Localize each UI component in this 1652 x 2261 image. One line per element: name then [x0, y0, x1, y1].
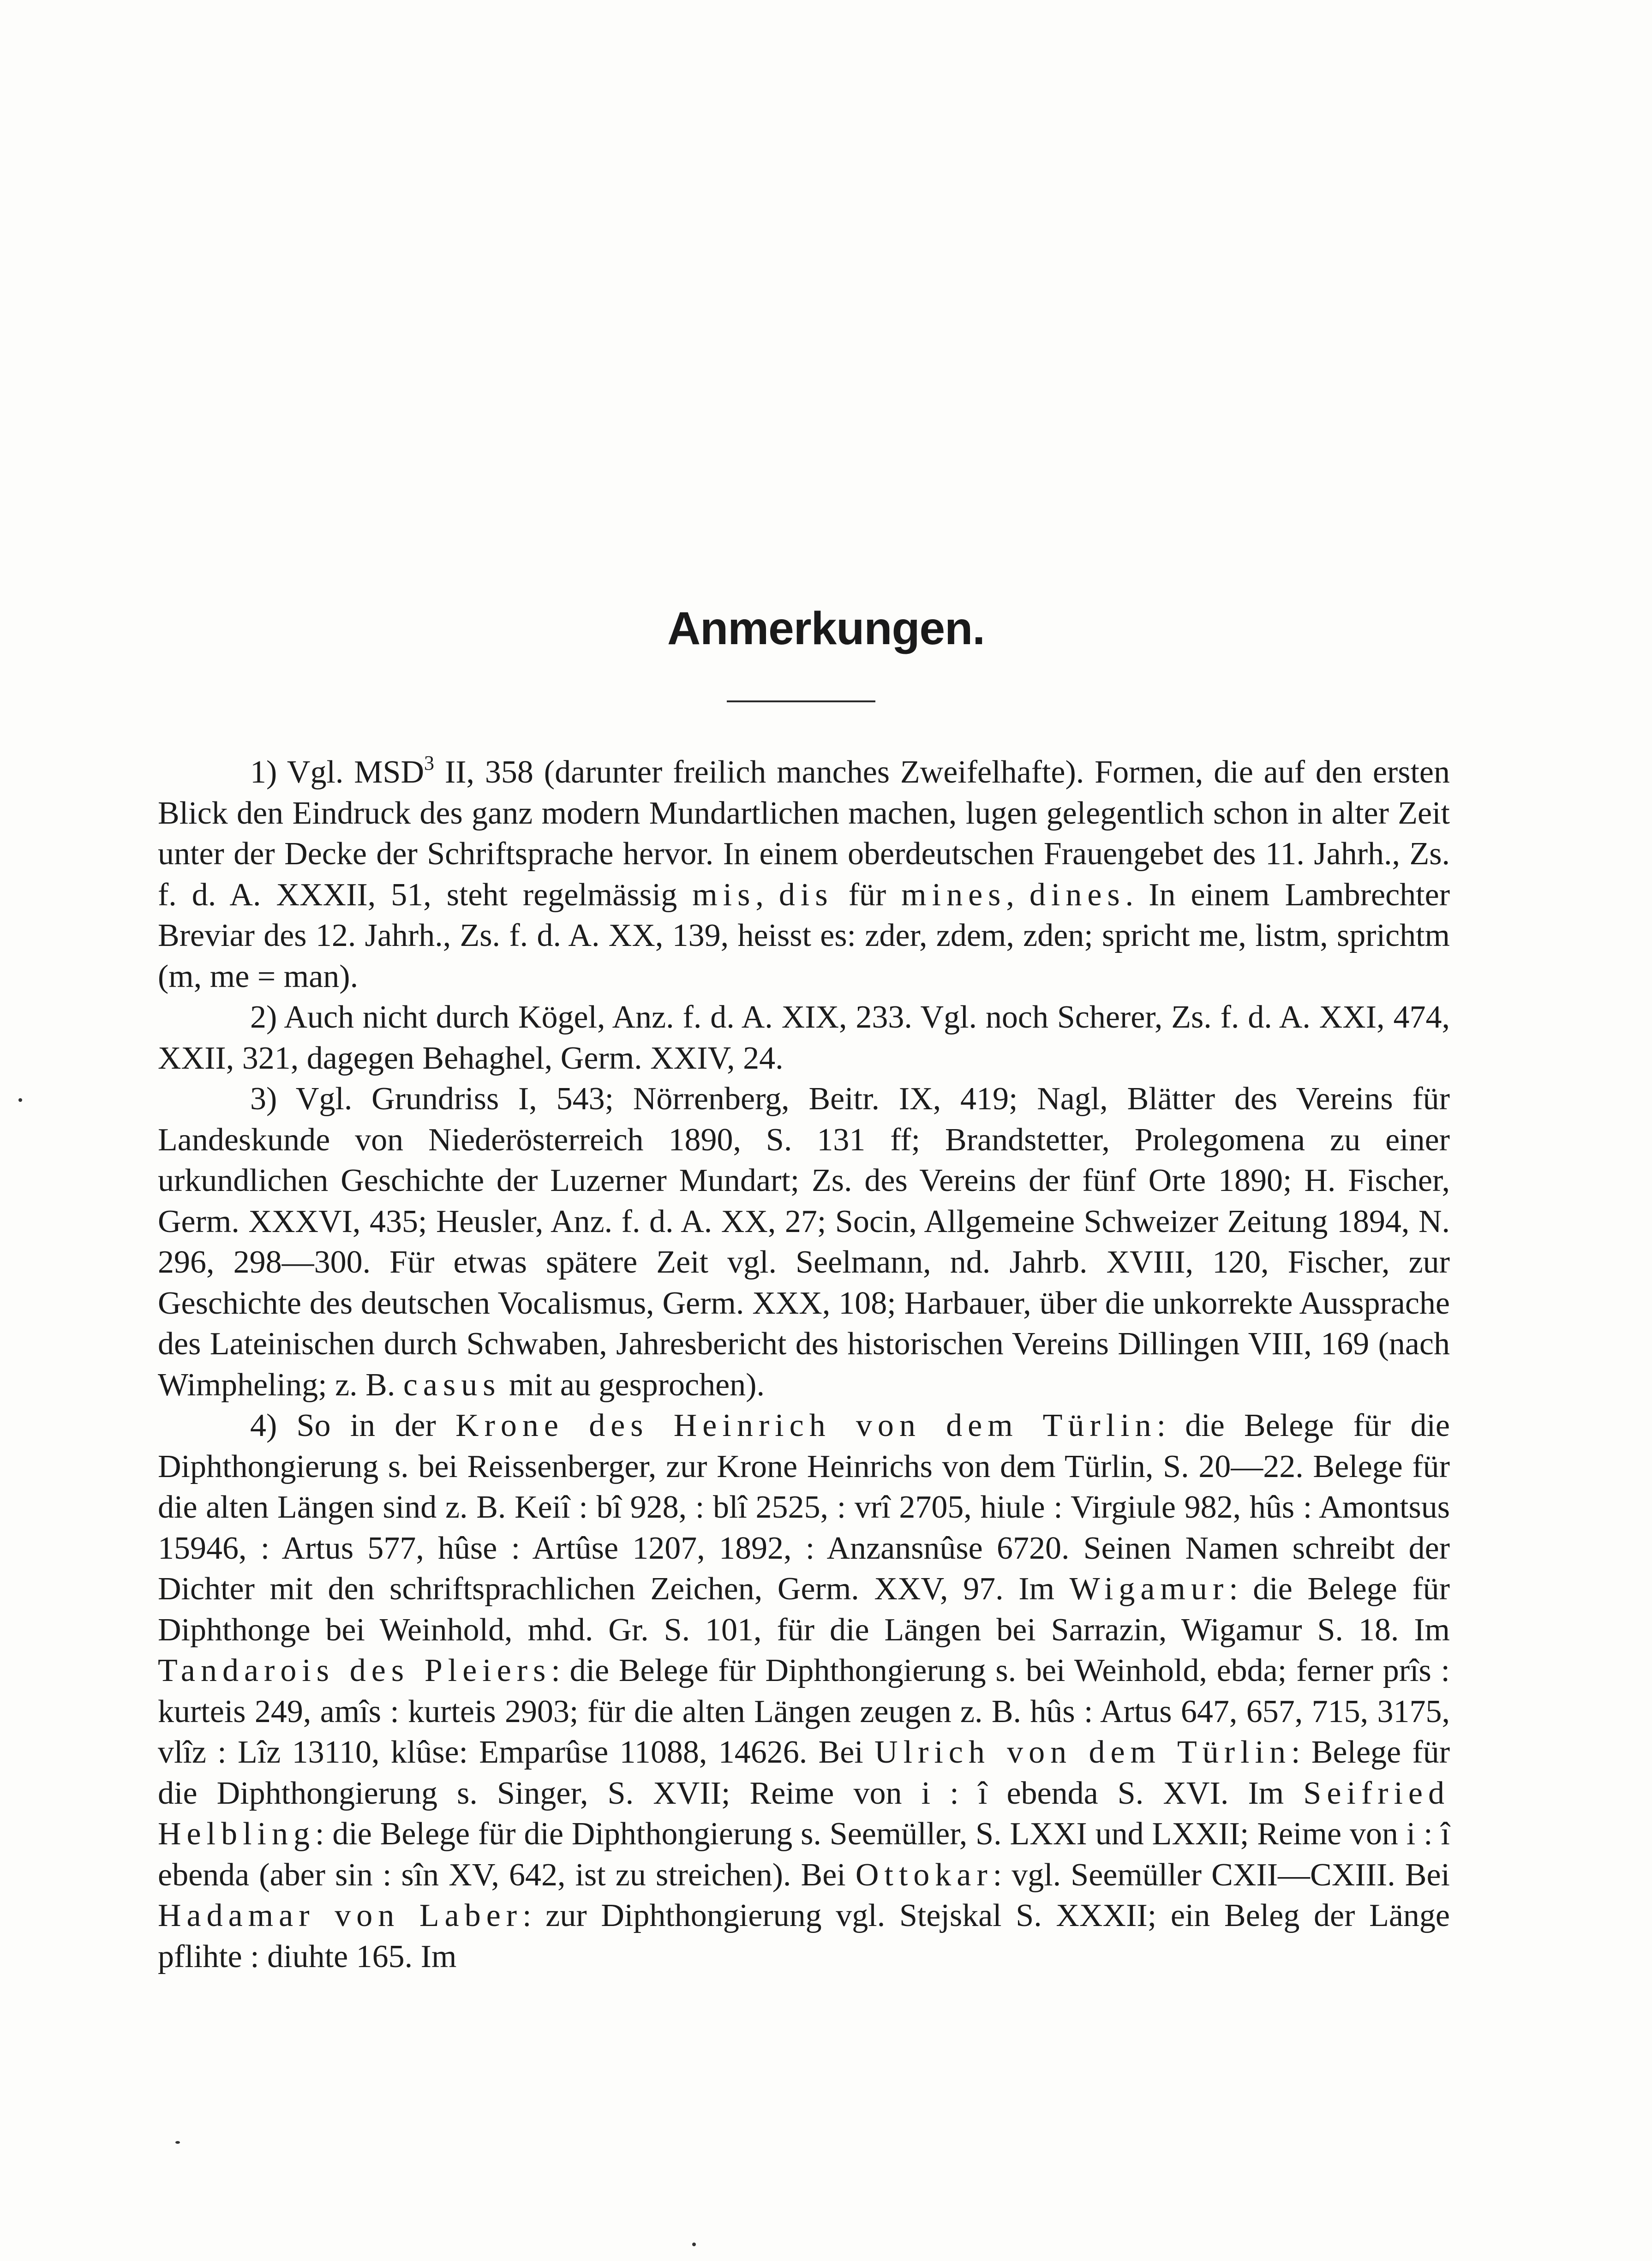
footnote-text: Auch nicht durch Kögel, Anz. f. d. A. XIX, 233. Vgl. noch Scherer, Zs. f. d. A. XXI, 474, XXII, 321, dagegen Behaghel, Germ. XXIV, 24. — [158, 999, 1450, 1076]
footnote-list — [158, 752, 1450, 1977]
spaced-emphasis: Tandarois des Pleiers — [158, 1653, 551, 1688]
footnote — [158, 752, 1450, 997]
footnote-text: mit au gesprochen). — [501, 1367, 765, 1403]
footnote-text: : Belege für die Diphthongierung s. Singer, S. XVII; Reime von i : î ebenda S. XVI. Im — [158, 1735, 1450, 1811]
spaced-emphasis: Ulrich von dem Türlin — [874, 1735, 1291, 1770]
spaced-emphasis: Ottokar — [855, 1857, 993, 1893]
footnote-text: So in der — [277, 1408, 456, 1443]
spaced-emphasis: dis — [778, 877, 833, 913]
footnote-text: : vgl. Seemüller CXII—CXIII. Bei — [993, 1857, 1450, 1893]
footnote-text: . In einem Lambrechter Breviar des 12. Jahrh., Zs. f. d. A. XX, 139, heisst es: zder, zdem, zden; spricht me, listm, sprichtm (m, me = man). — [158, 877, 1450, 994]
footnote-marker: 3) — [250, 1081, 277, 1117]
footnote — [158, 997, 1450, 1079]
footnote-marker: 2) — [250, 999, 277, 1035]
footnote-marker: 4) — [250, 1408, 277, 1443]
spaced-emphasis: Seifried Helbling — [158, 1775, 1450, 1852]
page-title: Anmerkungen. — [667, 603, 985, 654]
spaced-emphasis: mines — [901, 877, 1006, 913]
footnote-text: : die Belege für die Diphthongierung s. bei Reissenberger, zur Krone Heinrichs von dem Türlin, S. 20—22. Belege für die alten Längen sind z. B. Keiî : bî 928, : blî 2525, : vrî 2705, hiule : Virgiule 982, hûs : Amontsus 15946, : Artus 577, hûse : Artûse 1207, 1892, : Anzansnûse 6720. Seinen Namen schreibt der Dichter mit den schriftsprachlichen Zeichen, Germ. XXV, 97. Im — [158, 1408, 1450, 1607]
spaced-emphasis: mis — [692, 877, 756, 913]
footnote-text: , — [1006, 877, 1030, 913]
footnote-text: für — [833, 877, 902, 913]
footnote — [158, 1079, 1450, 1406]
spaced-emphasis: dines — [1029, 877, 1125, 913]
footnote-marker: 1) — [250, 754, 277, 790]
superscript-edition: 3 — [424, 752, 435, 774]
footnote — [158, 1406, 1450, 1977]
footnote-text: : die Belege für die Diphthongierung s. Seemüller, S. LXXI und LXXII; Reime von i : î ebenda (aber sin : sîn XV, 642, ist zu streichen). Bei — [158, 1816, 1450, 1893]
footnote-text: II, 358 (darunter freilich manches Zweifelhafte). Formen, die auf den ersten Blick den Eindruck des ganz modern Mundartlichen machen, lugen gelegentlich schon in alter Zeit unter der Decke der Schriftsprache hervor. In einem oberdeutschen Frauengebet des 11. Jahrh., Zs. f. d. A. XXXII, 51, steht regelmässig — [158, 754, 1450, 913]
scan-speck — [18, 1098, 22, 1102]
scan-speck — [175, 2141, 180, 2144]
footnote-text: , — [755, 877, 779, 913]
footnote-text: Vgl. Grundriss I, 543; Nörrenberg, Beitr. IX, 419; Nagl, Blätter des Vereins für Landeskunde von Niederösterreich 1890, S. 131 ff; Brandstetter, Prolegomena zu einer urkundlichen Geschichte der Luzerner Mundart; Zs. des Vereins der fünf Orte 1890; H. Fischer, Germ. XXXVI, 435; Heusler, Anz. f. d. A. XX, 27; Socin, Allgemeine Schweizer Zeitung 1894, N. 296, 298—300. Für etwas spätere Zeit vgl. Seelmann, nd. Jahrb. XVIII, 120, Fischer, zur Geschichte des deutschen Vocalismus, Germ. XXX, 108; Harbauer, über die unkorrekte Aussprache des Lateinischen durch Schwaben, Jahresbericht des historischen Vereins Dillingen VIII, 169 (nach Wimpheling; z. B. — [158, 1081, 1450, 1403]
title-divider — [727, 700, 875, 702]
spaced-emphasis: Hadamar von Laber — [158, 1898, 523, 1933]
footnote-text: : die Belege für Diphthongierung s. bei Weinhold, ebda; ferner prîs : kurteis 249, amîs : kurteis 2903; für die alten Längen zeugen z. B. hûs : Artus 647, 657, 715, 3175, vlîz : Lîz 13110, klûse: Emparûse 11088, 14626. Bei — [158, 1653, 1450, 1770]
spaced-emphasis: casus — [403, 1367, 501, 1403]
footnote-text: Vgl. MSD — [277, 754, 425, 790]
footnote-text: : zur Diphthongierung vgl. Stejskal S. XXXII; ein Beleg der Länge pflihte : diuhte 165. Im — [158, 1898, 1450, 1974]
footnote-text: : die Belege für Diphthonge bei Weinhold, mhd. Gr. S. 101, für die Längen bei Sarrazin, Wigamur S. 18. Im — [158, 1571, 1450, 1648]
spaced-emphasis: Krone des Heinrich von dem Türlin — [455, 1408, 1157, 1443]
spaced-emphasis: Wigamur — [1069, 1571, 1229, 1607]
scan-speck — [692, 2243, 696, 2246]
